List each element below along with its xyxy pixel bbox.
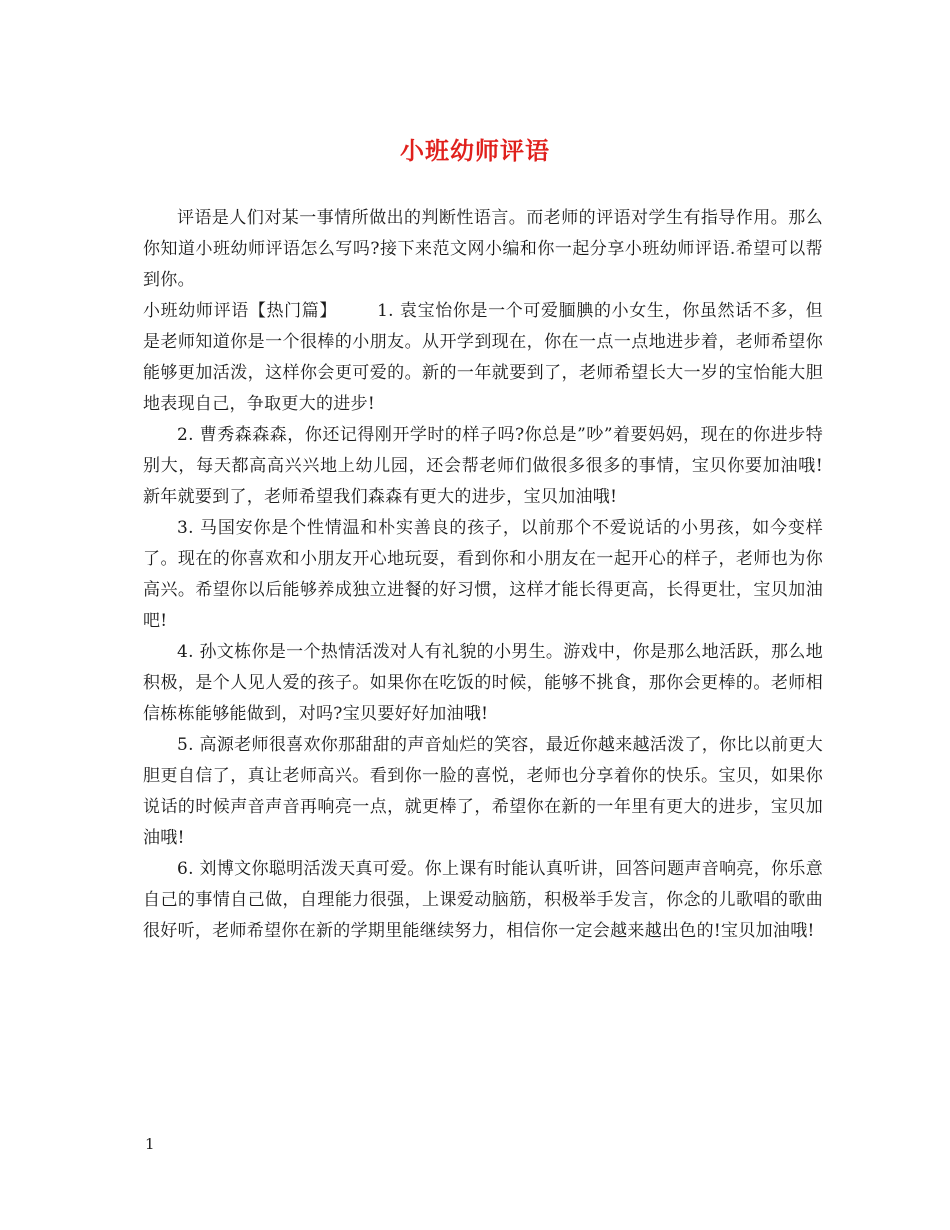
page-number: 1 <box>145 1135 155 1153</box>
comment-item-6: 6. 刘博文你聪明活泼天真可爱。你上课有时能认真听讲，回答问题声音响亮，你乐意自己的事情自己做，自理能力很强，上课爱动脑筋，积极举手发言，你念的儿歌唱的歌曲很好听，老师希望你在新的学期里能继续努力，相信你一定会越来越出色的!宝贝加油哦! <box>143 859 823 941</box>
intro-paragraph: 评语是人们对某一事情所做出的判断性语言。而老师的评语对学生有指导作用。那么你知道小班幼师评语怎么写吗?接下来范文网小编和你一起分享小班幼师评语.希望可以帮到你。 <box>143 208 823 290</box>
comment-item-3: 3. 马国安你是个性情温和朴实善良的孩子，以前那个不爱说话的小男孩，如今变样了。现在的你喜欢和小朋友开心地玩耍，看到你和小朋友在一起开心的样子，老师也为你高兴。希望你以后能够养成独立进餐的好习惯，这样才能长得更高，长得更壮，宝贝加油吧! <box>143 518 823 631</box>
comment-item-1: 1. 袁宝怡你是一个可爱腼腆的小女生，你虽然话不多，但是老师知道你是一个很棒的小朋友。从开学到现在，你在一点一点地进步着，老师希望你能够更加活泼，这样你会更可爱的。新的一年就要到了，老师希望长大一岁的宝怡能大胆地表现自己，争取更大的进步! <box>143 301 823 414</box>
document-title: 小班幼师评语 <box>400 136 550 165</box>
comment-item-4: 4. 孙文栋你是一个热情活泼对人有礼貌的小男生。游戏中，你是那么地活跃，那么地积极，是个人见人爱的孩子。如果你在吃饭的时候，能够不挑食，那你会更棒的。老师相信栋栋能够能做到，对吗?宝贝要好好加油哦! <box>143 642 823 724</box>
comment-item-2: 2. 曹秀森森森，你还记得刚开学时的样子吗?你总是”吵”着要妈妈，现在的你进步特别大，每天都高高兴兴地上幼儿园，还会帮老师们做很多很多的事情，宝贝你要加油哦!新年就要到了，老师希望我们森森有更大的进步，宝贝加油哦! <box>143 425 823 507</box>
section-paragraph <box>143 296 823 420</box>
comment-item-5: 5. 高源老师很喜欢你那甜甜的声音灿烂的笑容，最近你越来越活泼了，你比以前更大胆更自信了，真让老师高兴。看到你一脸的喜悦，老师也分享着你的快乐。宝贝，如果你说话的时候声音声音再响亮一点，就更棒了，希望你在新的一年里有更大的进步，宝贝加油哦! <box>143 735 823 848</box>
section-heading: 小班幼师评语【热门篇】 <box>143 301 338 321</box>
document-body <box>143 203 823 947</box>
